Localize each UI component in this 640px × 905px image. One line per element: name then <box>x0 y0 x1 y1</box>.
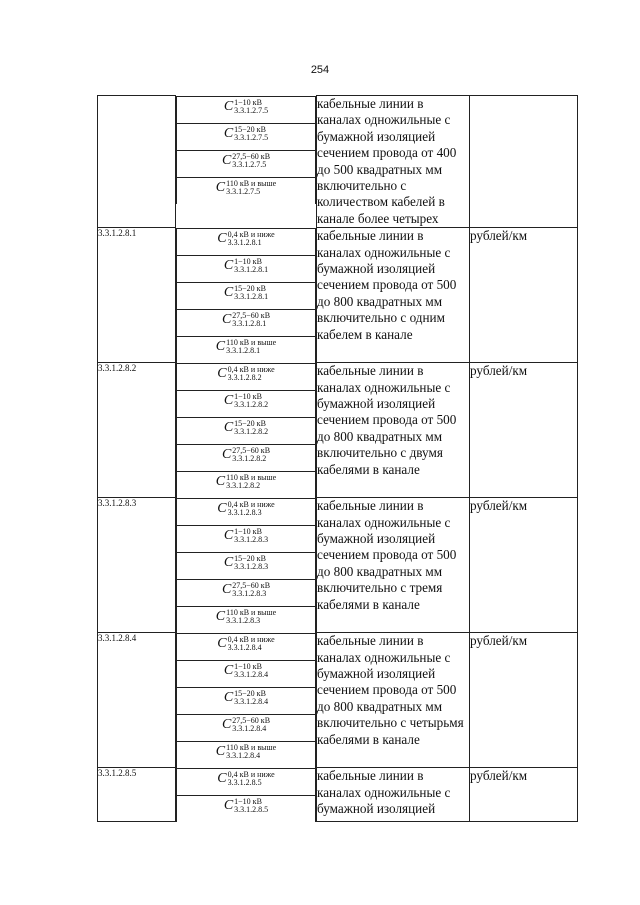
symbol-voltage: 1−10 кВ <box>234 526 262 536</box>
symbol-voltage: 15−20 кВ <box>234 688 266 698</box>
rates-table-body <box>98 96 578 822</box>
symbol-voltage: 1−10 кВ <box>234 796 262 806</box>
rate-symbol <box>217 636 274 652</box>
symbol-letter: C <box>223 419 234 435</box>
table-row <box>98 228 578 363</box>
symbol-index: 3.3.1.2.8.1 <box>226 345 261 355</box>
symbol-index: 3.3.1.2.8.2 <box>226 480 261 490</box>
symbol-letter: C <box>221 716 232 732</box>
item-code: 3.3.1.2.8.2 <box>98 363 176 498</box>
symbol-voltage: 15−20 кВ <box>234 283 266 293</box>
symbol-index: 3.3.1.2.7.5 <box>232 159 267 169</box>
symbol-letter: C <box>223 284 234 300</box>
symbol-voltage: 27,5−60 кВ <box>232 445 271 455</box>
symbol-letter: C <box>215 473 226 489</box>
item-description: кабельные линии в каналах одножильные с бумажной изоляцией сечением провода от 500 до 800 квадратных мм включительно с четырьмя кабелями в канале <box>317 633 470 768</box>
rate-symbol <box>222 582 270 598</box>
symbol-letter: C <box>215 338 226 354</box>
symbol-letter: C <box>223 98 234 114</box>
item-description: кабельные линии в каналах одножильные с бумажной изоляцией сечением провода от 400 до 500 квадратных мм включительно с количеством кабелей в канале более четырех <box>317 96 470 228</box>
symbol-letter: C <box>217 230 227 246</box>
item-unit: рублей/км <box>470 498 578 633</box>
symbol-index: 3.3.1.2.8.2 <box>227 372 262 382</box>
rate-symbol <box>224 663 268 679</box>
symbol-letter: C <box>223 527 234 543</box>
rate-symbol <box>224 285 268 301</box>
item-code: 3.3.1.2.8.1 <box>98 228 176 363</box>
symbol-letter: C <box>217 365 227 381</box>
item-unit: рублей/км <box>470 228 578 363</box>
symbol-index: 3.3.1.2.8.1 <box>234 264 269 274</box>
rates-table <box>97 95 578 822</box>
symbol-letter: C <box>217 500 227 516</box>
rate-symbol <box>224 528 268 544</box>
rate-symbol <box>224 393 268 409</box>
symbol-index: 3.3.1.2.8.4 <box>232 723 267 733</box>
item-unit <box>470 96 578 228</box>
symbol-voltage: 1−10 кВ <box>234 97 262 107</box>
page-number: 254 <box>310 64 330 76</box>
symbol-index: 3.3.1.2.8.4 <box>234 696 269 706</box>
symbol-voltage: 0,4 кВ и ниже <box>227 634 275 644</box>
symbol-index: 3.3.1.2.8.2 <box>232 453 267 463</box>
symbol-index: 3.3.1.2.7.5 <box>234 105 269 115</box>
symbol-voltage: 27,5−60 кВ <box>232 151 271 161</box>
symbol-voltage: 1−10 кВ <box>234 256 262 266</box>
item-unit: рублей/км <box>470 768 578 822</box>
item-unit: рублей/км <box>470 363 578 498</box>
symbol-letter: C <box>223 257 234 273</box>
item-unit: рублей/км <box>470 633 578 768</box>
symbol-voltage: 110 кВ и выше <box>226 742 277 752</box>
symbol-index: 3.3.1.2.8.3 <box>234 534 269 544</box>
item-code <box>98 96 176 228</box>
symbol-index: 3.3.1.2.8.5 <box>227 777 262 787</box>
item-code: 3.3.1.2.8.5 <box>98 768 176 822</box>
item-description: кабельные линии в каналах одножильные с бумажной изоляцией <box>317 768 470 822</box>
table-row <box>98 96 578 228</box>
voltage-symbols-cell <box>176 498 317 633</box>
rate-symbol <box>222 153 270 169</box>
symbol-letter: C <box>223 392 234 408</box>
symbol-index: 3.3.1.2.8.3 <box>234 561 269 571</box>
symbol-letter: C <box>223 797 234 813</box>
symbol-voltage: 15−20 кВ <box>234 418 266 428</box>
rate-symbol <box>217 231 274 247</box>
symbol-voltage: 0,4 кВ и ниже <box>227 769 275 779</box>
symbol-letter: C <box>221 311 232 327</box>
item-description: кабельные линии в каналах одножильные с бумажной изоляцией сечением провода от 500 до 800 квадратных мм включительно с тремя кабелями в канале <box>317 498 470 633</box>
voltage-symbols-cell <box>176 768 317 822</box>
symbol-letter: C <box>223 554 234 570</box>
rate-symbol <box>217 771 274 787</box>
symbol-voltage: 15−20 кВ <box>234 124 266 134</box>
symbol-letter: C <box>221 581 232 597</box>
rate-symbol <box>216 474 276 490</box>
symbol-index: 3.3.1.2.8.1 <box>227 237 262 247</box>
symbol-index: 3.3.1.2.8.1 <box>232 318 267 328</box>
symbol-voltage: 1−10 кВ <box>234 661 262 671</box>
symbol-letter: C <box>221 446 232 462</box>
symbol-index: 3.3.1.2.8.3 <box>226 615 261 625</box>
rate-symbol <box>216 609 276 625</box>
table-row <box>98 768 578 822</box>
item-code: 3.3.1.2.8.3 <box>98 498 176 633</box>
symbol-voltage: 27,5−60 кВ <box>232 580 271 590</box>
rate-symbol <box>222 717 270 733</box>
symbol-letter: C <box>223 125 234 141</box>
symbol-voltage: 110 кВ и выше <box>226 337 277 347</box>
rate-symbol <box>224 420 268 436</box>
rate-symbol <box>217 366 274 382</box>
symbol-voltage: 0,4 кВ и ниже <box>227 499 275 509</box>
symbol-letter: C <box>223 662 234 678</box>
symbol-voltage: 110 кВ и выше <box>226 472 277 482</box>
rate-symbol <box>217 501 274 517</box>
symbol-index: 3.3.1.2.8.3 <box>232 588 267 598</box>
voltage-symbols-cell <box>176 96 317 228</box>
rate-symbol <box>224 555 268 571</box>
symbol-letter: C <box>217 770 227 786</box>
symbol-voltage: 1−10 кВ <box>234 391 262 401</box>
rate-symbol <box>222 312 270 328</box>
table-row <box>98 363 578 498</box>
symbol-index: 3.3.1.2.8.5 <box>234 804 269 814</box>
symbol-voltage: 27,5−60 кВ <box>232 715 271 725</box>
rate-symbol <box>224 99 268 115</box>
symbol-index: 3.3.1.2.7.5 <box>226 186 261 196</box>
voltage-symbols-cell <box>176 363 317 498</box>
voltage-symbols-cell <box>176 228 317 363</box>
symbol-index: 3.3.1.2.8.4 <box>227 642 262 652</box>
symbol-index: 3.3.1.2.8.2 <box>234 399 269 409</box>
rate-symbol <box>216 180 276 196</box>
symbol-index: 3.3.1.2.8.4 <box>234 669 269 679</box>
symbol-index: 3.3.1.2.8.2 <box>234 426 269 436</box>
symbol-index: 3.3.1.2.7.5 <box>234 132 269 142</box>
table-row <box>98 633 578 768</box>
symbol-letter: C <box>215 743 226 759</box>
symbol-voltage: 27,5−60 кВ <box>232 310 271 320</box>
item-code: 3.3.1.2.8.4 <box>98 633 176 768</box>
rate-symbol <box>224 798 268 814</box>
item-description: кабельные линии в каналах одножильные с бумажной изоляцией сечением провода от 500 до 800 квадратных мм включительно с двумя кабелями в канале <box>317 363 470 498</box>
rate-symbol <box>224 690 268 706</box>
rate-symbol <box>216 744 276 760</box>
item-description: кабельные линии в каналах одножильные с бумажной изоляцией сечением провода от 500 до 800 квадратных мм включительно с одним кабелем в канале <box>317 228 470 363</box>
symbol-index: 3.3.1.2.8.1 <box>234 291 269 301</box>
symbol-letter: C <box>221 152 232 168</box>
symbol-voltage: 0,4 кВ и ниже <box>227 229 275 239</box>
symbol-index: 3.3.1.2.8.3 <box>227 507 262 517</box>
symbol-index: 3.3.1.2.8.4 <box>226 750 261 760</box>
rate-symbol <box>222 447 270 463</box>
symbol-voltage: 110 кВ и выше <box>226 178 277 188</box>
symbol-voltage: 110 кВ и выше <box>226 607 277 617</box>
rate-symbol <box>224 126 268 142</box>
symbol-letter: C <box>215 179 226 195</box>
symbol-letter: C <box>223 689 234 705</box>
symbol-letter: C <box>215 608 226 624</box>
rate-symbol <box>216 339 276 355</box>
symbol-letter: C <box>217 635 227 651</box>
symbol-voltage: 15−20 кВ <box>234 553 266 563</box>
symbol-voltage: 0,4 кВ и ниже <box>227 364 275 374</box>
voltage-symbols-cell <box>176 633 317 768</box>
table-row <box>98 498 578 633</box>
rate-symbol <box>224 258 268 274</box>
